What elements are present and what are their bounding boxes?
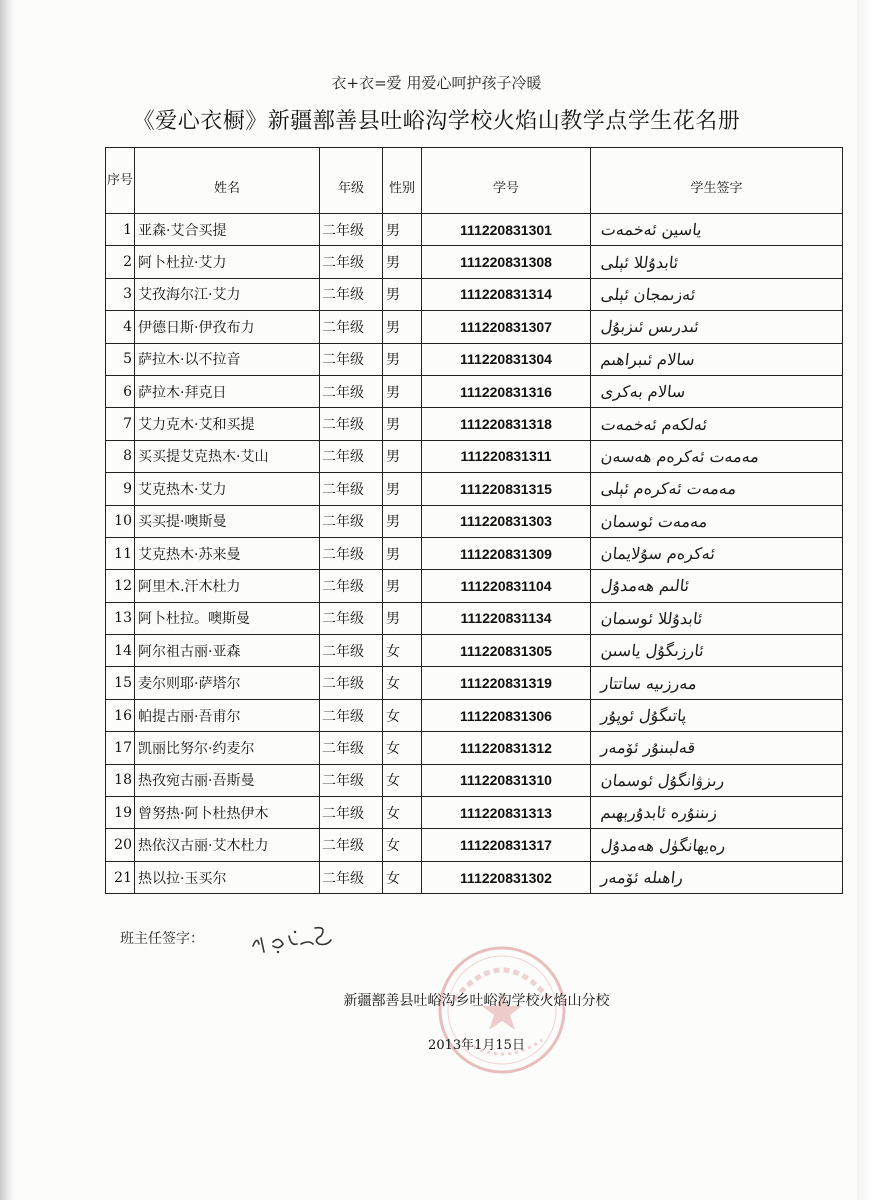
- handwritten-signature: رىزۋانگۇل ئوسمان: [600, 770, 726, 790]
- cell-no: 15: [106, 667, 135, 699]
- handwritten-signature: ئەلكەم ئەخمەت: [600, 414, 709, 434]
- cell-student-id: 111220831315: [422, 473, 591, 505]
- table-row: [106, 537, 843, 569]
- cell-signature: [591, 570, 843, 602]
- cell-no: 17: [106, 732, 135, 764]
- cell-grade: 二年级: [320, 570, 383, 602]
- table-row: [106, 861, 843, 893]
- cell-grade: 二年级: [320, 667, 383, 699]
- cell-sex: 女: [383, 764, 422, 796]
- cell-sex: 女: [383, 797, 422, 829]
- document-date: 2013年1月15日: [428, 1038, 525, 1053]
- cell-name: 伊德日斯·伊孜布力: [135, 311, 320, 343]
- cell-student-id: 111220831317: [422, 829, 591, 861]
- cell-signature: [591, 829, 843, 861]
- cell-name: 萨拉木·以不拉音: [135, 343, 320, 375]
- cell-student-id: 111220831301: [422, 214, 591, 246]
- handwritten-signature: ئالىم ھەمدۇل: [600, 576, 691, 596]
- cell-name: 热孜宛古丽·吾斯曼: [135, 764, 320, 796]
- table-row: [106, 440, 843, 472]
- header-grade: 年级: [320, 148, 383, 214]
- teacher-signature: [245, 918, 355, 958]
- handwritten-signature: ئەكرەم سۇلايمان: [600, 544, 716, 564]
- header-signature: 学生签字: [591, 148, 843, 214]
- table-row: [106, 214, 843, 246]
- cell-grade: 二年级: [320, 408, 383, 440]
- cell-signature: [591, 602, 843, 634]
- table-row: [106, 764, 843, 796]
- handwritten-signature: ياسين ئەخمەت: [600, 220, 703, 240]
- cell-student-id: 111220831304: [422, 343, 591, 375]
- cell-signature: [591, 214, 843, 246]
- cell-student-id: 111220831303: [422, 505, 591, 537]
- cell-name: 艾克热木·艾力: [135, 473, 320, 505]
- scan-right-edge: [857, 0, 873, 1200]
- header-no: 序号: [106, 148, 135, 214]
- handwritten-signature: ئىدرىس ئىزبۇل: [600, 317, 700, 337]
- cell-grade: 二年级: [320, 505, 383, 537]
- cell-sex: 女: [383, 829, 422, 861]
- handwritten-signature: ئەزىمجان ئېلى: [600, 284, 697, 304]
- cell-name: 麦尔则耶·萨塔尔: [135, 667, 320, 699]
- cell-sex: 男: [383, 602, 422, 634]
- table-row: [106, 570, 843, 602]
- cell-student-id: 111220831134: [422, 602, 591, 634]
- header-name: 姓名: [135, 148, 320, 214]
- school-seal-stamp: [432, 940, 572, 1080]
- cell-no: 1: [106, 214, 135, 246]
- cell-grade: 二年级: [320, 635, 383, 667]
- cell-grade: 二年级: [320, 278, 383, 310]
- handwritten-signature: ئارزىگۇل ياسىن: [600, 641, 705, 661]
- table-row: [106, 375, 843, 407]
- table-row: [106, 408, 843, 440]
- cell-sex: 男: [383, 246, 422, 278]
- table-row: [106, 635, 843, 667]
- cell-sex: 男: [383, 537, 422, 569]
- cell-signature: [591, 375, 843, 407]
- cell-name: 阿尔祖古丽·亚森: [135, 635, 320, 667]
- table-body: [106, 214, 843, 894]
- cell-no: 2: [106, 246, 135, 278]
- cell-signature: [591, 473, 843, 505]
- cell-sex: 男: [383, 408, 422, 440]
- cell-no: 8: [106, 440, 135, 472]
- cell-no: 20: [106, 829, 135, 861]
- cell-sex: 女: [383, 699, 422, 731]
- header-sex: 性别: [383, 148, 422, 214]
- cell-sex: 女: [383, 861, 422, 893]
- table-row: [106, 473, 843, 505]
- cell-name: 热以拉·玉买尔: [135, 861, 320, 893]
- cell-no: 5: [106, 343, 135, 375]
- cell-student-id: 111220831308: [422, 246, 591, 278]
- cell-sex: 男: [383, 278, 422, 310]
- cell-no: 21: [106, 861, 135, 893]
- table-row: [106, 699, 843, 731]
- cell-sex: 男: [383, 311, 422, 343]
- cell-signature: [591, 861, 843, 893]
- cell-grade: 二年级: [320, 214, 383, 246]
- cell-grade: 二年级: [320, 311, 383, 343]
- cell-grade: 二年级: [320, 732, 383, 764]
- cell-student-id: 111220831319: [422, 667, 591, 699]
- cell-student-id: 111220831311: [422, 440, 591, 472]
- cell-name: 热依汉古丽·艾木杜力: [135, 829, 320, 861]
- cell-grade: 二年级: [320, 764, 383, 796]
- table-row: [106, 343, 843, 375]
- cell-grade: 二年级: [320, 343, 383, 375]
- cell-name: 亚森·艾合买提: [135, 214, 320, 246]
- cell-sex: 男: [383, 570, 422, 602]
- cell-sex: 男: [383, 214, 422, 246]
- table-row: [106, 797, 843, 829]
- cell-sex: 女: [383, 732, 422, 764]
- cell-sex: 男: [383, 505, 422, 537]
- table-row: [106, 246, 843, 278]
- cell-name: 艾力克木·艾和买提: [135, 408, 320, 440]
- cell-no: 4: [106, 311, 135, 343]
- cell-signature: [591, 635, 843, 667]
- handwritten-signature: پاتىگۇل ئوپۇر: [600, 706, 688, 726]
- cell-grade: 二年级: [320, 246, 383, 278]
- cell-signature: [591, 343, 843, 375]
- school-name: 新疆鄯善县吐峪沟乡吐峪沟学校火焰山分校: [343, 993, 610, 1009]
- cell-student-id: 111220831310: [422, 764, 591, 796]
- cell-signature: [591, 505, 843, 537]
- cell-grade: 二年级: [320, 537, 383, 569]
- cell-signature: [591, 311, 843, 343]
- handwritten-signature: مەمەت ئەكرەم ئېلى: [600, 479, 738, 499]
- cell-no: 14: [106, 635, 135, 667]
- cell-grade: 二年级: [320, 829, 383, 861]
- cell-signature: [591, 278, 843, 310]
- cell-signature: [591, 667, 843, 699]
- cell-sex: 男: [383, 440, 422, 472]
- cell-name: 阿里木.汗木杜力: [135, 570, 320, 602]
- cell-no: 6: [106, 375, 135, 407]
- cell-name: 阿卜杜拉。噢斯曼: [135, 602, 320, 634]
- cell-grade: 二年级: [320, 602, 383, 634]
- cell-grade: 二年级: [320, 797, 383, 829]
- cell-name: 买买提·噢斯曼: [135, 505, 320, 537]
- cell-student-id: 111220831314: [422, 278, 591, 310]
- cell-sex: 女: [383, 635, 422, 667]
- cell-student-id: 111220831307: [422, 311, 591, 343]
- cell-grade: 二年级: [320, 440, 383, 472]
- table-row: [106, 667, 843, 699]
- cell-no: 11: [106, 537, 135, 569]
- cell-signature: [591, 408, 843, 440]
- cell-no: 19: [106, 797, 135, 829]
- cell-name: 帕提古丽·吾甫尔: [135, 699, 320, 731]
- handwritten-signature: سالام بەكرى: [600, 382, 687, 402]
- cell-sex: 女: [383, 667, 422, 699]
- table-row: [106, 602, 843, 634]
- cell-signature: [591, 440, 843, 472]
- handwritten-signature: سالام ئىبراھىم: [600, 349, 696, 369]
- table-row: [106, 829, 843, 861]
- cell-signature: [591, 797, 843, 829]
- cell-name: 萨拉木·拜克日: [135, 375, 320, 407]
- teacher-signature-label: 班主任签字：: [120, 931, 204, 947]
- cell-signature: [591, 732, 843, 764]
- table-row: [106, 278, 843, 310]
- cell-grade: 二年级: [320, 861, 383, 893]
- cell-grade: 二年级: [320, 699, 383, 731]
- handwritten-signature: رەيھانگۈل ھەمدۇل: [600, 835, 727, 855]
- cell-name: 曾努热·阿卜杜热伊木: [135, 797, 320, 829]
- cell-student-id: 111220831312: [422, 732, 591, 764]
- cell-no: 9: [106, 473, 135, 505]
- cell-student-id: 111220831309: [422, 537, 591, 569]
- scan-left-shadow: [0, 0, 14, 1200]
- handwritten-signature: ئابدۇللا ئېلى: [600, 252, 680, 272]
- cell-no: 3: [106, 278, 135, 310]
- table-row: [106, 732, 843, 764]
- cell-student-id: 111220831316: [422, 375, 591, 407]
- cell-name: 艾克热木·苏来曼: [135, 537, 320, 569]
- table-row: [106, 505, 843, 537]
- cell-signature: [591, 246, 843, 278]
- student-roster-table: [105, 147, 843, 894]
- cell-no: 7: [106, 408, 135, 440]
- cell-student-id: 111220831313: [422, 797, 591, 829]
- cell-sex: 男: [383, 343, 422, 375]
- table-row: [106, 311, 843, 343]
- cell-student-id: 111220831306: [422, 699, 591, 731]
- cell-student-id: 111220831104: [422, 570, 591, 602]
- header-student-id: 学号: [422, 148, 591, 214]
- cell-signature: [591, 764, 843, 796]
- cell-no: 10: [106, 505, 135, 537]
- cell-sex: 男: [383, 375, 422, 407]
- cell-no: 13: [106, 602, 135, 634]
- document-title: 《爱心衣橱》新疆鄯善县吐峪沟学校火焰山教学点学生花名册: [132, 109, 741, 134]
- cell-student-id: 111220831302: [422, 861, 591, 893]
- cell-no: 18: [106, 764, 135, 796]
- handwritten-signature: زىننۇرە ئابدۇرېھىم: [600, 803, 719, 823]
- cell-grade: 二年级: [320, 375, 383, 407]
- handwritten-signature: مەرزىيە ساتتار: [600, 673, 698, 693]
- handwritten-signature: راھىلە ئۆمەر: [600, 868, 684, 887]
- cell-sex: 男: [383, 473, 422, 505]
- handwritten-signature: ئابدۇللا ئوسمان: [600, 608, 704, 628]
- cell-name: 阿卜杜拉·艾力: [135, 246, 320, 278]
- document-subtitle: 衣+衣=爱 用爱心呵护孩子冷暖: [331, 74, 542, 92]
- handwritten-signature: قەلبىنۇر ئۆمەر: [600, 738, 697, 758]
- cell-signature: [591, 699, 843, 731]
- cell-name: 买买提艾克热木·艾山: [135, 440, 320, 472]
- cell-name: 凯丽比努尔·约麦尔: [135, 732, 320, 764]
- handwritten-signature: مەمەت ئەكرەم ھەسەن: [600, 446, 761, 466]
- cell-no: 12: [106, 570, 135, 602]
- cell-no: 16: [106, 699, 135, 731]
- table-header-row: [106, 148, 843, 214]
- cell-signature: [591, 537, 843, 569]
- cell-student-id: 111220831305: [422, 635, 591, 667]
- cell-student-id: 111220831318: [422, 408, 591, 440]
- cell-grade: 二年级: [320, 473, 383, 505]
- cell-name: 艾孜海尔江·艾力: [135, 278, 320, 310]
- handwritten-signature: مەمەت ئوسمان: [600, 511, 709, 531]
